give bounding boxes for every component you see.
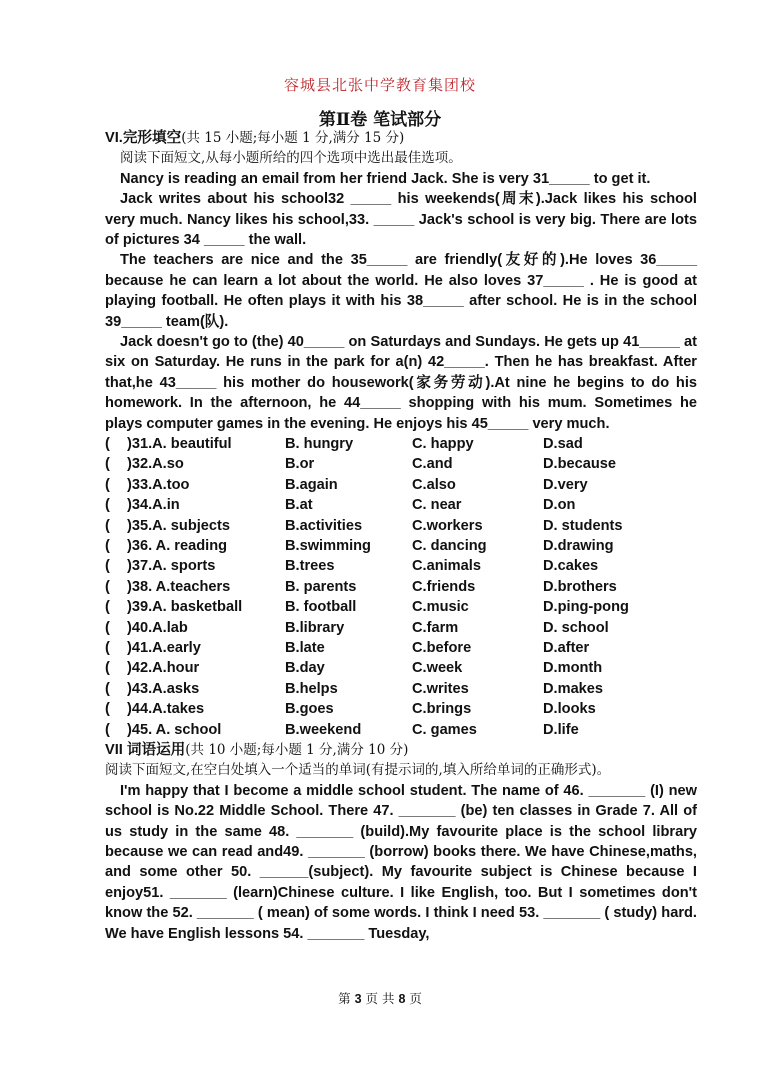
answer-paren: ( <box>105 436 110 453</box>
option-d: D.because <box>543 456 617 473</box>
option-a: )44.A.takes <box>127 701 205 718</box>
option-c: C.workers <box>412 517 483 534</box>
option-b: B.swimming <box>285 538 371 555</box>
option-c: C. happy <box>412 436 474 453</box>
section7-passage <box>105 781 697 944</box>
option-d: D.month <box>543 660 603 677</box>
answer-paren: ( <box>105 497 110 514</box>
option-a: )40.A.lab <box>127 619 188 636</box>
page-title: 第Ⅱ卷 笔试部分 <box>318 110 442 130</box>
option-d: D.sad <box>543 436 583 453</box>
option-c: C.week <box>412 660 463 677</box>
option-c: C.farm <box>412 619 459 636</box>
footer-total-pages: 8 <box>398 992 406 1006</box>
option-b: B.at <box>285 497 313 514</box>
option-c: C.friends <box>412 578 476 595</box>
answer-paren: ( <box>105 721 110 738</box>
content <box>105 128 697 944</box>
option-a: )43.A.asks <box>127 680 200 697</box>
section6-heading-rest: (共 15 小题;每小题 1 分,满分 15 分) <box>181 130 405 146</box>
answer-paren: ( <box>105 558 110 575</box>
option-d: D.brothers <box>543 578 617 595</box>
question-row <box>105 618 697 638</box>
answer-paren: ( <box>105 538 110 555</box>
question-row <box>105 638 697 658</box>
option-c: C.also <box>412 476 456 493</box>
option-b: B.helps <box>285 680 338 697</box>
section7-heading-bold: VII 词语运用 <box>105 741 186 758</box>
option-c: C. near <box>412 497 462 514</box>
option-a: )35.A. subjects <box>127 517 231 534</box>
answer-paren: ( <box>105 640 110 656</box>
option-d: D.drawing <box>543 538 614 555</box>
option-d: D.looks <box>543 701 596 718</box>
answer-paren: ( <box>105 660 110 677</box>
option-a: )38. A.teachers <box>127 578 231 595</box>
answer-paren: ( <box>105 456 110 473</box>
option-d: D.after <box>543 640 590 656</box>
option-b: B. football <box>285 599 357 616</box>
option-a: )41.A.early <box>127 640 201 656</box>
footer-page-number: 3 <box>354 992 362 1006</box>
question-row <box>105 597 697 617</box>
option-a: )33.A.too <box>127 476 190 493</box>
passage-paragraph: Jack writes about his school32 _____ his weekends(周末).Jack likes his school very much. Nancy likes his school,33. _____ Jack's school is very big. There are lots of pictures 34 _____ the wall. <box>105 191 697 249</box>
answer-paren: ( <box>105 476 110 493</box>
option-a: )37.A. sports <box>127 558 216 575</box>
option-d: D.very <box>543 476 588 493</box>
page-footer <box>0 989 760 1007</box>
question-row <box>105 658 697 678</box>
question-row <box>105 454 697 474</box>
option-d: D.makes <box>543 680 604 697</box>
passage-paragraph: The teachers are nice and the 35_____ are friendly(友好的).He loves 36_____ because he can learn a lot about the world. He also loves 37_____ . He is good at playing football. He often plays it with his 38_____ after school. He is in the school 39_____ team(队). <box>105 252 697 330</box>
question-row <box>105 475 697 495</box>
option-b: B.library <box>285 619 345 636</box>
option-b: B. parents <box>285 578 357 595</box>
answer-paren: ( <box>105 517 110 534</box>
option-c: C.writes <box>412 680 469 697</box>
footer-pre: 第 <box>338 991 351 1006</box>
question-row <box>105 577 697 597</box>
option-b: B.weekend <box>285 721 362 738</box>
option-d: D.cakes <box>543 558 599 575</box>
option-c: C. games <box>412 721 477 738</box>
option-a: )32.A.so <box>127 456 184 473</box>
option-b: B.day <box>285 660 325 677</box>
option-c: C.brings <box>412 701 472 718</box>
section6-instruction: 阅读下面短文,从每小题所给的四个选项中选出最佳选项。 <box>120 150 462 167</box>
answer-paren: ( <box>105 578 110 595</box>
answer-paren: ( <box>105 599 110 616</box>
section6-heading <box>105 128 697 148</box>
question-row <box>105 679 697 699</box>
option-c: C.and <box>412 456 453 473</box>
option-d: D. school <box>543 619 609 636</box>
passage-paragraph: Nancy is reading an email from her friend Jack. She is very 31_____ to get it. <box>120 170 651 187</box>
passage-paragraph: Jack doesn't go to (the) 40_____ on Saturdays and Sundays. He gets up 41_____ at six on Saturday. He runs in the park for a(n) 42_____. Then he has breakfast. After that,he 43_____ his mother do housework(家务劳动).At nine he begins to do his homework. In the afternoon, he 44_____ shopping with his mum. Sometimes he plays computer games in the evening. He enjoys his 45_____ very much. <box>105 334 697 432</box>
answer-paren: ( <box>105 619 110 636</box>
option-a: )42.A.hour <box>127 660 200 677</box>
option-d: D. students <box>543 517 623 534</box>
question-row <box>105 495 697 515</box>
option-a: )34.A.in <box>127 497 180 514</box>
passage-paragraph: I'm happy that I become a middle school student. The name of 46. _______ (I) new school is No.22 Middle School. There 47. _______ (be) ten classes in Grade 7. All of us study in the same 48. _______ (build).My favourite place is the school library because we can read and49. _______ (borrow) books there. We have Chinese,maths, and some other 50. ______(subject). My favourite subject is Chinese because I enjoy51. _______ (learn)Chinese culture. I like English, too. But I sometimes don't know the 52. _______ ( mean) of some words. I think I need 53. _______ ( study) hard. We have English lessons 54. _______ Tuesday, <box>105 782 697 942</box>
answer-paren: ( <box>105 701 110 718</box>
section7-heading-rest: (共 10 小题;每小题 1 分,满分 10 分) <box>185 741 409 758</box>
option-b: B.trees <box>285 558 335 575</box>
footer-post: 页 <box>409 991 422 1006</box>
option-c: C.music <box>412 599 469 616</box>
section7-heading <box>105 740 697 760</box>
option-b: B.activities <box>285 517 363 534</box>
option-a: )31.A. beautiful <box>127 436 232 453</box>
option-d: D.ping-pong <box>543 599 629 616</box>
section6-passage <box>105 169 697 434</box>
option-c: C. dancing <box>412 538 487 555</box>
option-c: C.animals <box>412 558 481 575</box>
question-row <box>105 434 697 454</box>
footer-mid: 页 共 <box>365 991 395 1006</box>
section6-heading-bold: VI.完形填空 <box>105 130 182 146</box>
option-b: B.late <box>285 640 325 656</box>
option-b: B.again <box>285 476 338 493</box>
option-a: )45. A. school <box>127 721 222 738</box>
option-c: C.before <box>412 640 472 656</box>
option-b: B.or <box>285 456 315 473</box>
option-b: B. hungry <box>285 436 354 453</box>
option-a: )36. A. reading <box>127 538 228 555</box>
option-d: D.life <box>543 721 579 738</box>
option-a: )39.A. basketball <box>127 599 243 616</box>
question-row <box>105 720 697 740</box>
option-d: D.on <box>543 497 576 514</box>
section7-instruction: 阅读下面短文,在空白处填入一个适当的单词(有提示词的,填入所给单词的正确形式)。 <box>105 762 611 779</box>
question-row <box>105 699 697 719</box>
question-row <box>105 536 697 556</box>
option-b: B.goes <box>285 701 334 718</box>
question-list <box>105 434 697 740</box>
answer-paren: ( <box>105 680 110 697</box>
question-row <box>105 556 697 576</box>
school-header: 容城县北张中学教育集团校 <box>283 76 476 94</box>
question-row <box>105 516 697 536</box>
